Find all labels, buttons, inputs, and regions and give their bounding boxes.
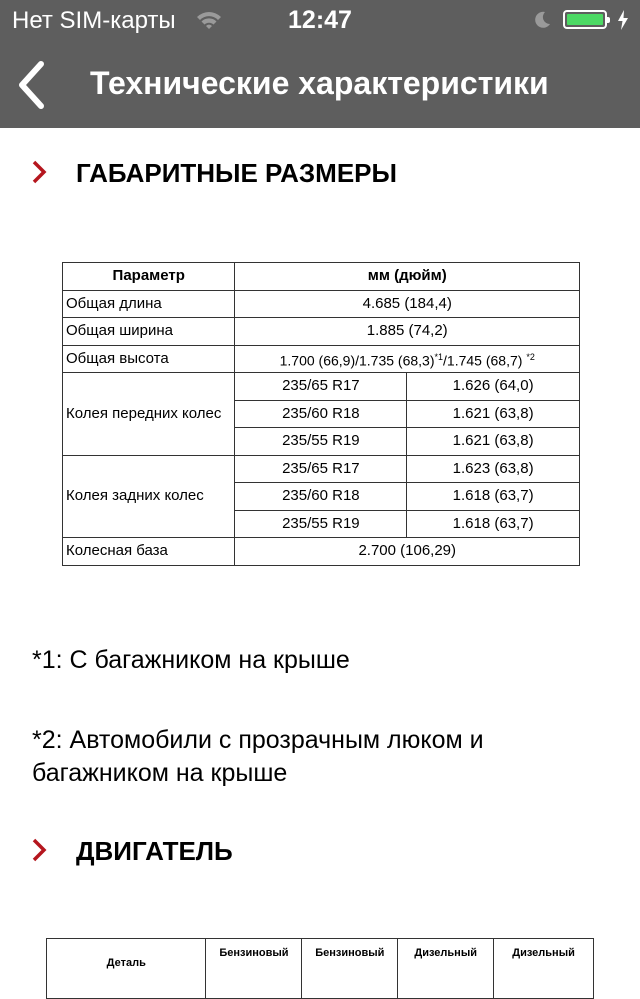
- column-header: Деталь: [47, 939, 206, 999]
- table-row: [63, 318, 580, 346]
- tire-size: 235/60 R18: [235, 483, 407, 511]
- row-value: 1.885 (74,2): [235, 318, 580, 346]
- chevron-left-icon: [14, 60, 48, 110]
- tire-size: 235/55 R19: [235, 510, 407, 538]
- row-value: 2.700 (106,29): [235, 538, 580, 566]
- row-value: 1.618 (63,7): [407, 483, 580, 511]
- row-value: 1.621 (63,8): [407, 428, 580, 456]
- chevron-right-icon: [30, 838, 48, 862]
- battery-icon: [563, 10, 607, 29]
- navigation-header: [0, 0, 640, 128]
- column-header: Дизельный: [398, 939, 494, 999]
- column-header: Дизельный: [494, 939, 594, 999]
- table-row: [63, 455, 580, 483]
- row-label: Общая длина: [63, 290, 235, 318]
- do-not-disturb-moon-icon: [532, 10, 552, 35]
- table-row: [63, 538, 580, 566]
- column-header: Бензиновый: [206, 939, 302, 999]
- charging-bolt-icon: [617, 9, 629, 36]
- table-row: [63, 290, 580, 318]
- row-value: 1.618 (63,7): [407, 510, 580, 538]
- status-bar: [0, 0, 640, 40]
- footnote-marker: *2: [526, 351, 535, 362]
- row-value: 4.685 (184,4): [235, 290, 580, 318]
- chevron-right-icon: [30, 160, 48, 184]
- row-value: 1.626 (64,0): [407, 373, 580, 401]
- column-header: мм (дюйм): [235, 263, 580, 291]
- column-header: Бензиновый: [302, 939, 398, 999]
- tire-size: 235/65 R17: [235, 373, 407, 401]
- dimensions-table: [62, 262, 580, 566]
- back-button[interactable]: [14, 60, 48, 110]
- footnote-marker: *1: [434, 351, 444, 362]
- section-title: ГАБАРИТНЫЕ РАЗМЕРЫ: [76, 158, 397, 188]
- row-value: 1.621 (63,8): [407, 400, 580, 428]
- tire-size: 235/65 R17: [235, 455, 407, 483]
- footnote-1: *1: С багажником на крыше: [32, 646, 350, 674]
- footnote-2: *2: Автомобили с прозрачным люком и багажником на крыше: [32, 726, 484, 787]
- row-label: Общая высота: [63, 345, 235, 373]
- page-title: Технические характеристики: [90, 65, 549, 101]
- engine-table: [46, 938, 594, 999]
- clock: 12:47: [288, 6, 352, 34]
- section-title: ДВИГАТЕЛЬ: [76, 836, 233, 866]
- column-header: Параметр: [63, 263, 235, 291]
- row-label: Колея задних колес: [63, 455, 235, 538]
- table-row: [63, 345, 580, 373]
- row-value: 1.623 (63,8): [407, 455, 580, 483]
- row-label: Колея передних колес: [63, 373, 235, 456]
- row-value: [235, 345, 580, 373]
- tire-size: 235/60 R18: [235, 400, 407, 428]
- height-value-a: 1.700 (66,9)/1.735 (68,3): [279, 352, 435, 369]
- row-label: Общая ширина: [63, 318, 235, 346]
- height-value-b: /1.745 (68,7): [443, 352, 527, 369]
- carrier-label: Нет SIM-карты: [12, 7, 176, 34]
- table-row: [63, 373, 580, 401]
- tire-size: 235/55 R19: [235, 428, 407, 456]
- row-label: Колесная база: [63, 538, 235, 566]
